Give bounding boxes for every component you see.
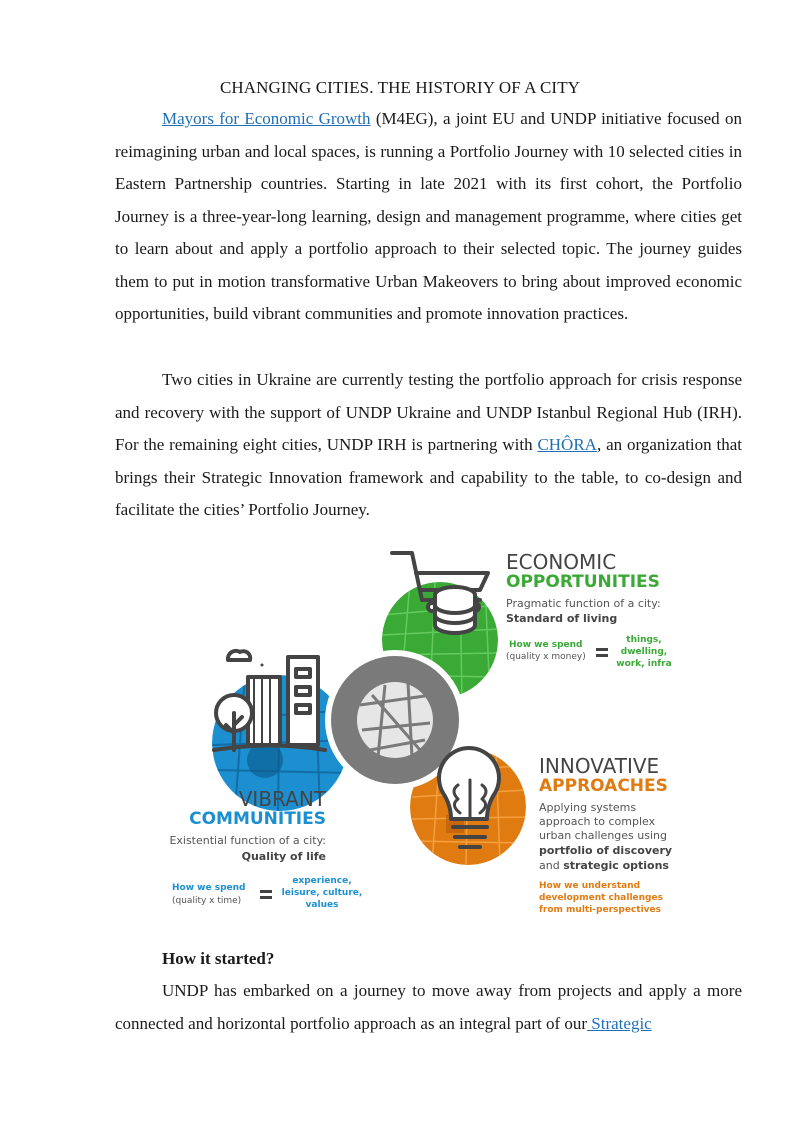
paragraph-ukraine xyxy=(115,364,742,527)
vibrant-result-2: leisure, culture, xyxy=(281,888,363,898)
vibrant-equals-top xyxy=(260,890,272,893)
economic-title-line2: OPPORTUNITIES xyxy=(506,572,660,592)
economic-result-2: dwelling, xyxy=(620,647,668,657)
economic-formula: (quality x money) xyxy=(506,652,586,662)
chora-link[interactable]: CHÔRA xyxy=(537,435,597,454)
paragraph-ukraine-text-after: , an organization that brings their Strategic Innovation framework and capability to the table, to co-design and facilitate the cities’ Portfolio Journey. xyxy=(115,435,742,519)
document-title: CHANGING CITIES. THE HISTORIY OF A CITY xyxy=(219,78,581,97)
paragraph-ukraine-text-before: Two cities in Ukraine are currently testing the portfolio approach for crisis response and recovery with the support of UNDP Ukraine and UNDP Istanbul Regional Hub (IRH). For the remaining eight cities, UNDP IRH is partnering with xyxy=(115,370,742,454)
vibrant-formula: (quality x time) xyxy=(172,896,242,906)
innovative-bold1: portfolio of discovery xyxy=(539,844,673,857)
economic-how-we-spend: How we spend xyxy=(509,640,583,650)
innovative-desc1: Applying systems xyxy=(539,801,637,814)
coins-icon xyxy=(435,587,475,633)
innovative-approaches-block xyxy=(539,754,672,915)
innovative-understand2: development challenges xyxy=(539,893,663,903)
paragraph-intro xyxy=(115,103,742,331)
economic-desc1: Pragmatic function of a city: xyxy=(506,597,661,610)
vibrant-desc2: Quality of life xyxy=(241,850,326,863)
economic-opportunities-block xyxy=(506,550,672,669)
innovative-title-line1: INNOVATIVE xyxy=(539,754,660,778)
innovative-bold2: strategic options xyxy=(563,859,669,872)
mayors-for-economic-growth-link[interactable]: Mayors for Economic Growth xyxy=(162,109,371,128)
innovative-line-last xyxy=(539,859,669,872)
innovative-understand3: from multi-perspectives xyxy=(539,905,661,915)
vibrant-how-we-spend: How we spend xyxy=(172,883,246,893)
economic-title-line1: ECONOMIC xyxy=(506,550,617,574)
economic-equals-top xyxy=(596,648,608,651)
innovative-desc2: approach to complex xyxy=(539,815,656,828)
vibrant-result-3: values xyxy=(305,900,339,910)
vibrant-equals-bottom xyxy=(260,896,272,899)
economic-result-3: work, infra xyxy=(616,659,672,669)
innovative-understand1: How we understand xyxy=(539,881,641,891)
vibrant-desc1: Existential function of a city: xyxy=(169,834,326,847)
vibrant-title-line1: VIBRANT xyxy=(238,787,326,811)
innovative-plain: and xyxy=(539,859,564,872)
paragraph-intro-text: (M4EG), a joint EU and UNDP initiative focused on reimagining urban and local spaces, is running a Portfolio Journey with 10 selected cities in Eastern Partnership countries. Starting in late 2021 with its first cohort, the Portfolio Journey is a three-year-long learning, design and management programme, where cities get to learn about and apply a portfolio approach to their selected topic. The journey guides them to put in motion transformative Urban Makeovers to bring about improved economic opportunities, build vibrant communities and promote innovation practices. xyxy=(115,109,742,323)
strategic-plan-link[interactable]: Strategic xyxy=(587,1013,652,1033)
economic-desc2: Standard of living xyxy=(506,612,618,625)
paragraph-how-it-started xyxy=(115,975,742,1040)
section-heading-how-it-started: How it started? xyxy=(162,949,275,968)
vibrant-result-1: experience, xyxy=(292,876,352,886)
innovative-desc3: urban challenges using xyxy=(539,829,667,842)
portfolio-infographic xyxy=(150,545,695,925)
vibrant-title-line2: COMMUNITIES xyxy=(189,809,326,829)
economic-equals-bottom xyxy=(596,654,608,657)
economic-result-1: things, xyxy=(626,635,662,645)
innovative-title-line2: APPROACHES xyxy=(539,776,668,796)
paragraph-how-it-started-text: UNDP has embarked on a journey to move away from projects and apply a more connected and horizontal portfolio approach as an integral part of our xyxy=(115,981,742,1033)
vibrant-communities-block xyxy=(169,787,362,910)
